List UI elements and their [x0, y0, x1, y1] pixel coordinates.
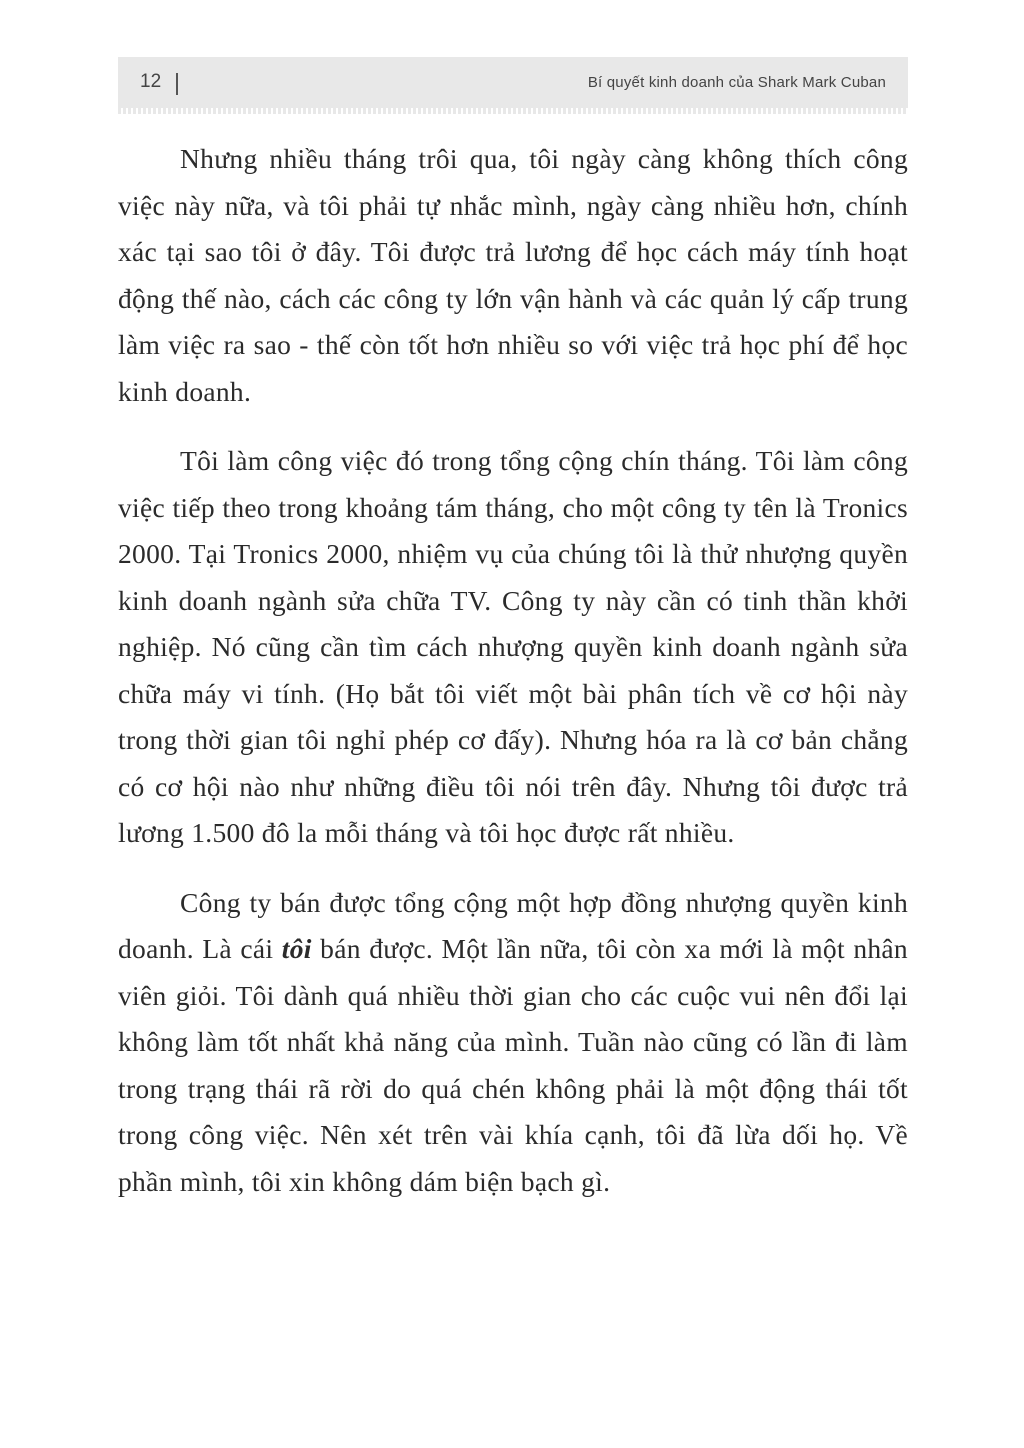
- paragraph-2: Tôi làm công việc đó trong tổng cộng chín tháng. Tôi làm công việc tiếp theo trong khoảng tám tháng, cho một công ty tên là Tronics 2000. Tại Tronics 2000, nhiệm vụ của chúng tôi là thử nhượng quyền kinh doanh ngành sửa chữa TV. Công ty này cần có tinh thần khởi nghiệp. Nó cũng cần tìm cách nhượng quyền kinh doanh ngành sửa chữa máy vi tính. (Họ bắt tôi viết một bài phân tích về cơ hội này trong thời gian tôi nghỉ phép cơ đấy). Nhưng hóa ra là cơ bản chẳng có cơ hội nào như những điều tôi nói trên đây. Nhưng tôi được trả lương 1.500 đô la mỗi tháng và tôi học được rất nhiều.: [118, 445, 908, 848]
- body-text: [118, 136, 908, 1228]
- paragraph-3-part-2: bán được. Một lần nữa, tôi còn xa mới là một nhân viên giỏi. Tôi dành quá nhiều thời gian cho các cuộc vui nên đổi lại không làm tốt nhất khả năng của mình. Tuần nào cũng có lần đi làm trong trạng thái rã rời do quá chén không phải là một động thái tốt trong công việc. Nên xét trên vài khía cạnh, tôi đã lừa dối họ. Về phần mình, tôi xin không dám biện bạch gì.: [118, 933, 908, 1197]
- running-header: [118, 57, 908, 110]
- running-title: Bí quyết kinh doanh của Shark Mark Cuban: [587, 74, 886, 91]
- page-number: 12: [140, 71, 162, 92]
- paragraph-3: [118, 880, 908, 1206]
- paragraph-1: Nhưng nhiều tháng trôi qua, tôi ngày càng không thích công việc này nữa, và tôi phải tự nhắc mình, ngày càng nhiều hơn, chính xác tại sao tôi ở đây. Tôi được trả lương để học cách máy tính hoạt động thế nào, cách các công ty lớn vận hành và các quản lý cấp trung làm việc ra sao - thế còn tốt hơn nhiều so với việc trả học phí để học kinh doanh.: [118, 143, 908, 407]
- paragraph-3-part-1: Công ty bán được tổng cộng một hợp đồng nhượng quyền kinh doanh. Là cái: [118, 886, 908, 964]
- header-divider: [176, 73, 178, 95]
- emphasized-word: tôi: [281, 933, 312, 964]
